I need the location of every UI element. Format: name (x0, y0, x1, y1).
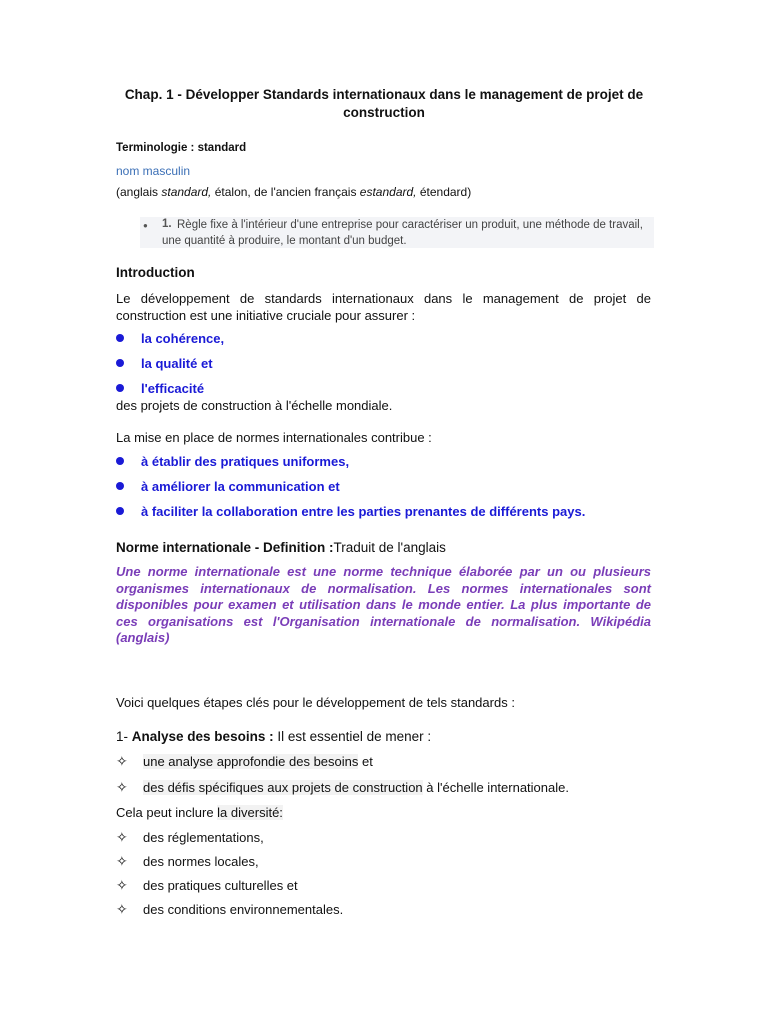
list-item-text: à faciliter la collaboration entre les parties prenantes de différents pays. (141, 504, 586, 519)
highlighted-text: la diversité: (217, 805, 283, 820)
norme-definition: Une norme internationale est une norme technique élaborée par un ou plusieurs organismes internationaux de normalisation. Les normes internationales sont disponibles pour examen et utilisation dans le monde entier. La plus importante de ces organisations est l'Organisation internationale de normalisation. Wikipédia (anglais) (116, 564, 651, 645)
terminology-heading: Terminologie : standard (116, 142, 247, 154)
list-item-text: à établir des pratiques uniformes, (141, 454, 350, 469)
bullet-icon (116, 334, 124, 342)
bullet-icon (116, 359, 124, 367)
steps-intro: Voici quelques étapes clés pour le développement de tels standards : (116, 695, 515, 710)
page-title: Chap. 1 - Développer Standards internationaux dans le management de projet de construction (124, 87, 644, 120)
definition-number: 1. (162, 218, 172, 230)
list-item (116, 853, 259, 870)
etymology-part: (anglais (116, 185, 162, 199)
list-item-text: la cohérence, (141, 331, 225, 346)
definition-box (140, 217, 654, 248)
norme-heading (116, 540, 446, 555)
list-item (116, 753, 373, 770)
list-item-text: des réglementations, (143, 830, 264, 845)
step-text: Il est essentiel de mener : (273, 729, 432, 744)
etymology-part: étalon, de l'ancien français (211, 185, 360, 199)
list-item-text: à l'échelle internationale. (422, 780, 569, 795)
introduction-paragraph-2: La mise en place de normes internationales contribue : (116, 430, 432, 445)
part-of-speech: nom masculin (116, 164, 191, 178)
bullet-icon (116, 507, 124, 515)
introduction-paragraph: Le développement de standards internationaux dans le management de projet de construction est une initiative cruciale pour assurer : (116, 291, 651, 323)
list-item (116, 779, 569, 796)
include-line (116, 805, 283, 820)
star-icon: ✧ (116, 779, 128, 795)
step-number: 1- (116, 729, 132, 744)
etymology-italic: standard, (161, 185, 212, 199)
star-icon: ✧ (116, 877, 128, 893)
bullet-icon (116, 482, 124, 490)
highlighted-text: une analyse approfondie des besoins (143, 754, 359, 769)
list-item (116, 331, 224, 346)
list-item-text: et (358, 754, 373, 769)
norme-heading-bold: Norme internationale - Definition : (116, 540, 334, 555)
list-item (116, 479, 340, 494)
bullet-icon (116, 457, 124, 465)
star-icon: ✧ (116, 901, 128, 917)
etymology-part: étendard) (416, 185, 472, 199)
etymology (116, 185, 471, 199)
list-item (116, 454, 349, 469)
list-item (116, 829, 264, 846)
list-item (116, 901, 343, 918)
list-item (116, 356, 213, 371)
list-item-text: des conditions environnementales. (143, 902, 344, 917)
step-title: Analyse des besoins : (131, 729, 274, 744)
list-item (116, 877, 298, 894)
definition-text: Règle fixe à l'intérieur d'une entreprise pour caractériser un produit, une méthode de travail, une quantité à produire, le montant d'un budget. (162, 219, 643, 247)
list-item (116, 381, 204, 396)
highlighted-text: des défis spécifiques aux projets de construction (143, 780, 423, 795)
list-item-text: des normes locales, (143, 854, 259, 869)
list-item-text: la qualité et (141, 356, 213, 371)
norme-heading-rest: Traduit de l'anglais (333, 540, 446, 555)
step-1-heading (116, 729, 431, 744)
etymology-italic: estandard, (359, 185, 417, 199)
list-item-text: des pratiques culturelles et (143, 878, 298, 893)
bullet-icon (116, 384, 124, 392)
introduction-after: des projets de construction à l'échelle mondiale. (116, 398, 393, 413)
star-icon: ✧ (116, 829, 128, 845)
list-item-text: l'efficacité (141, 381, 205, 396)
include-text: Cela peut inclure (116, 805, 218, 820)
star-icon: ✧ (116, 753, 128, 769)
star-icon: ✧ (116, 853, 128, 869)
list-item (116, 504, 585, 519)
introduction-heading: Introduction (116, 265, 195, 280)
bullet-icon: ● (143, 221, 148, 230)
list-item-text: à améliorer la communication et (141, 479, 340, 494)
